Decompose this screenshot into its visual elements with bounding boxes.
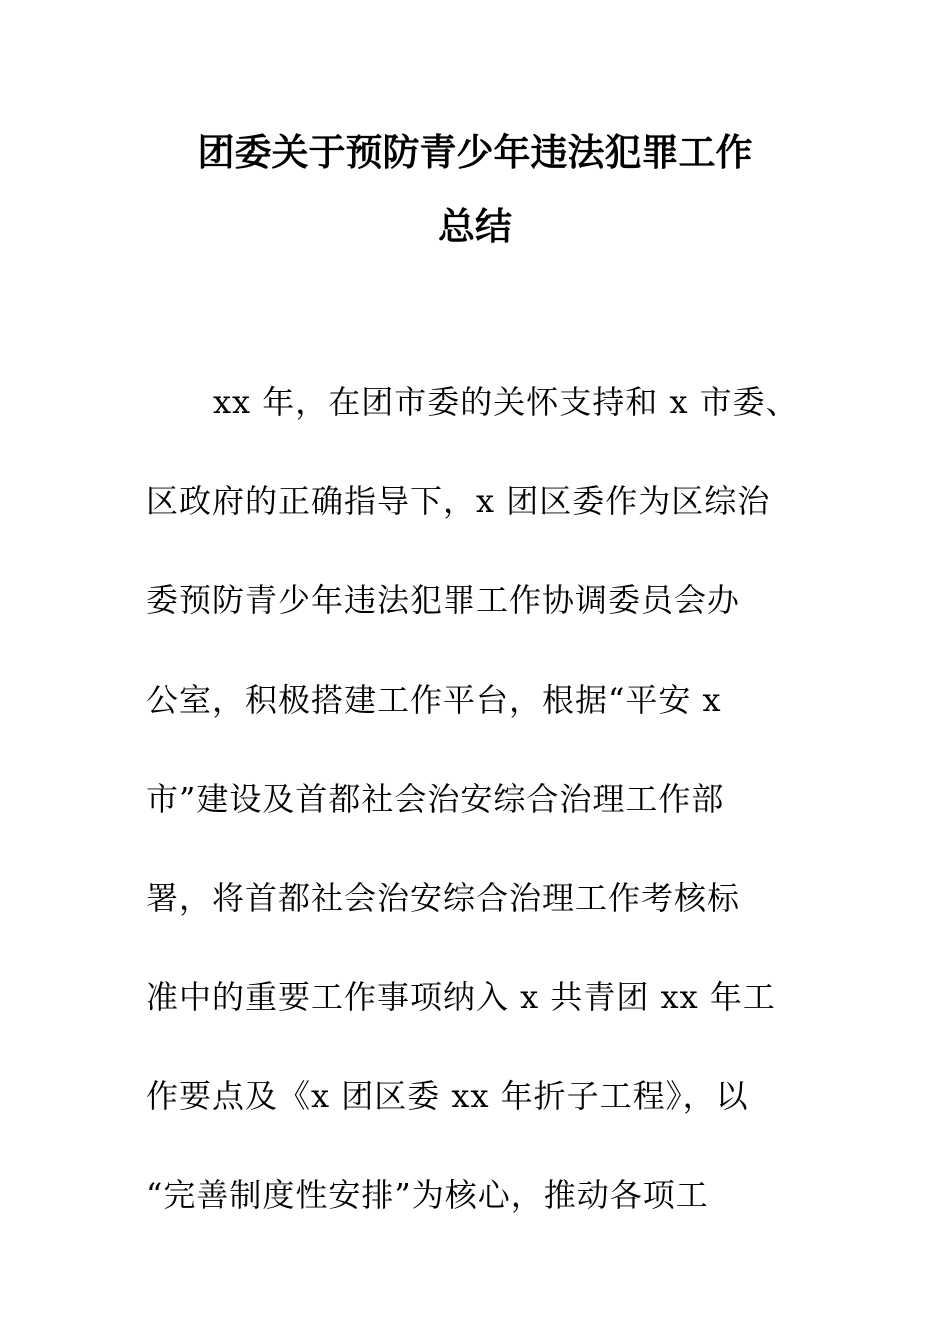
paragraph-line-8: 作要点及《x 团区委 xx 年折子工程》，以 bbox=[146, 1077, 749, 1115]
paragraph-line-3: 委预防青少年违法犯罪工作协调委员会办 bbox=[146, 581, 741, 619]
paragraph-line-1: xx 年，在团市委的关怀支持和 x 市委、 bbox=[213, 383, 799, 421]
paragraph-line-6: 署，将首都社会治安综合治理工作考核标 bbox=[146, 879, 741, 917]
document-title-line-1: 团委关于预防青少年违法犯罪工作 bbox=[197, 131, 753, 174]
paragraph-line-4: 公室，积极搭建工作平台，根据“平安 x bbox=[146, 681, 722, 719]
document-title-line-2: 总结 bbox=[438, 205, 512, 248]
paragraph-line-7: 准中的重要工作事项纳入 x 共青团 xx 年工 bbox=[146, 978, 776, 1016]
paragraph-line-5: 市”建设及首都社会治安综合治理工作部 bbox=[146, 780, 725, 818]
paragraph-line-9: “完善制度性安排”为核心，推动各项工 bbox=[146, 1176, 709, 1214]
paragraph-line-2: 区政府的正确指导下，x 团区委作为区综治 bbox=[146, 482, 771, 520]
